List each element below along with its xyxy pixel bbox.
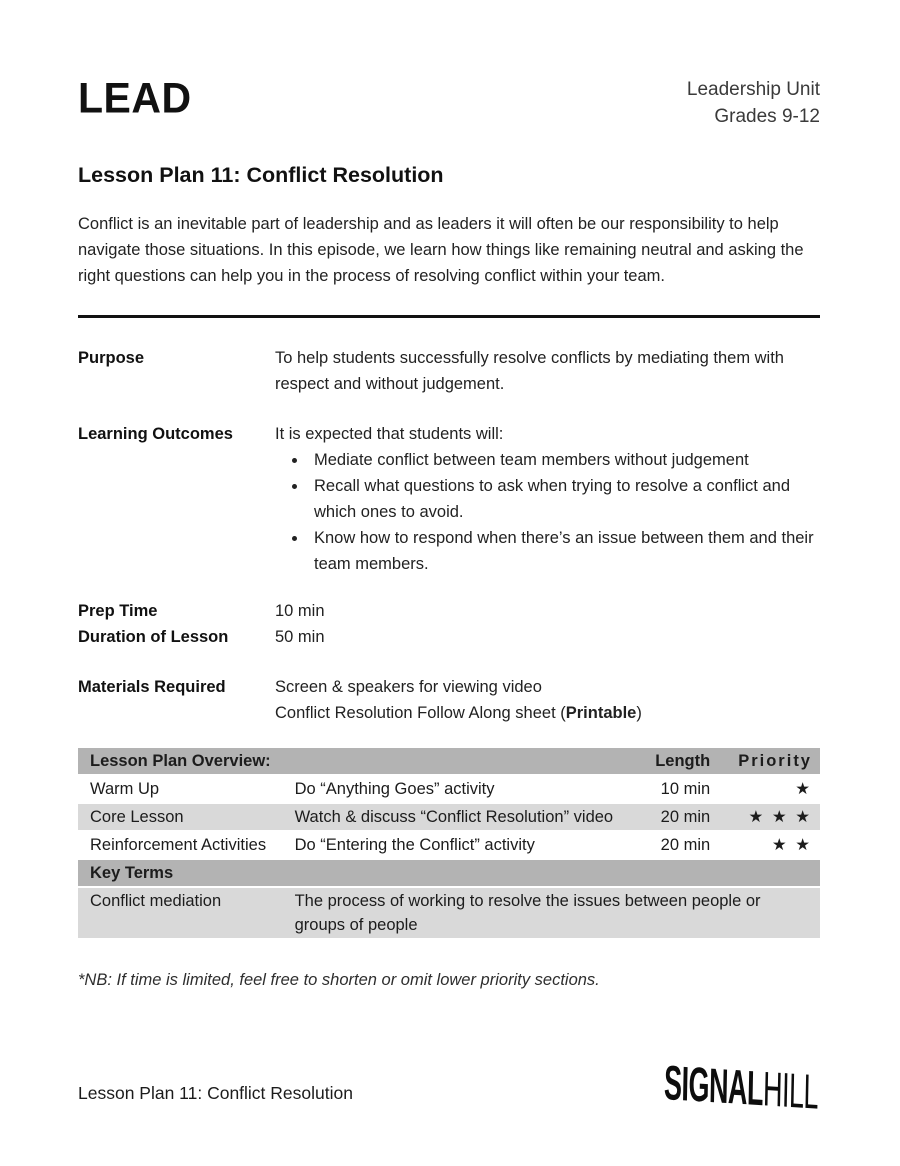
learning-outcomes-row (78, 421, 820, 577)
materials-label: Materials Required (78, 678, 226, 696)
activity-cell: Reinforcement Activities (90, 836, 267, 854)
duration-row (78, 624, 820, 650)
duration-label: Duration of Lesson (78, 628, 229, 646)
outcome-item: • Mediate conflict between team members without judgement (308, 447, 820, 473)
outcome-item: • Know how to respond when there’s an issue between them and their team members. (308, 525, 820, 577)
activity-cell: Core Lesson (90, 808, 184, 826)
prep-time-row (78, 598, 820, 624)
priority-note: *NB: If time is limited, feel free to shorten or omit lower priority sections. (78, 971, 600, 989)
logo-signal: SIGNAL (663, 1055, 764, 1117)
length-cell: 20 min (660, 836, 711, 854)
page-title: Lesson Plan 11: Conflict Resolution (78, 163, 444, 187)
materials-line2 (275, 700, 642, 726)
details-section (78, 345, 820, 726)
table-row (78, 831, 820, 859)
priority-stars: ★ ★ ★ (748, 808, 812, 826)
document-header (78, 0, 820, 130)
unit-info (687, 74, 820, 130)
materials-line2-post: ) (636, 704, 642, 722)
section-divider (78, 315, 820, 318)
logo-hill: HILL (762, 1062, 819, 1120)
prep-time-label: Prep Time (78, 602, 158, 620)
outcomes-intro: It is expected that students will: (275, 425, 504, 443)
outcome-item: • Recall what questions to ask when trying to resolve a conflict and which ones to avoid. (308, 473, 820, 525)
outcomes-list (275, 447, 820, 577)
table-row (78, 803, 820, 831)
materials-line2-pre: Conflict Resolution Follow Along sheet ( (275, 704, 566, 722)
duration-value: 50 min (275, 628, 325, 646)
lead-logo: LEAD (78, 74, 192, 122)
intro-paragraph: Conflict is an inevitable part of leadership and as leaders it will often be our responsibility to help navigate those situations. In this episode, we learn how things like remaining neutral and asking the right questions can help you in the process of resolving conflict within your team. (78, 215, 804, 285)
purpose-label: Purpose (78, 349, 145, 367)
description-cell: Do “Anything Goes” activity (294, 780, 495, 798)
materials-line2-printable: Printable (565, 704, 637, 722)
key-terms-header: Key Terms (90, 864, 174, 882)
length-column-header: Length (655, 752, 711, 770)
prep-time-value: 10 min (275, 602, 325, 620)
unit-name: Leadership Unit (686, 79, 820, 100)
signalhill-logo (663, 1056, 820, 1122)
priority-stars: ★ (795, 780, 812, 798)
learning-outcomes-content (275, 421, 820, 577)
priority-column-header: Priority (738, 752, 812, 770)
term-cell: Conflict mediation (90, 892, 222, 910)
purpose-row (78, 345, 820, 397)
materials-content (275, 674, 642, 726)
purpose-text: To help students successfully resolve conflicts by mediating them with respect and without judgement. (275, 349, 784, 393)
key-terms-header-row (78, 859, 820, 887)
overview-header-row (78, 748, 820, 775)
priority-stars: ★ ★ (771, 836, 812, 854)
description-cell: Watch & discuss “Conflict Resolution” video (294, 808, 614, 826)
unit-grades: Grades 9-12 (714, 106, 820, 127)
definition-cell: The process of working to resolve the issues between people or groups of people (294, 892, 761, 934)
description-cell: Do “Entering the Conflict” activity (294, 836, 535, 854)
length-cell: 10 min (660, 780, 711, 798)
activity-cell: Warm Up (90, 780, 160, 798)
document-footer (78, 1055, 820, 1120)
length-cell: 20 min (660, 808, 711, 826)
materials-row (78, 674, 820, 726)
footer-title: Lesson Plan 11: Conflict Resolution (78, 1083, 353, 1103)
learning-outcomes-label: Learning Outcomes (78, 425, 233, 443)
lesson-plan-overview-table (78, 748, 820, 940)
overview-header-title: Lesson Plan Overview: (90, 752, 271, 770)
materials-line1: Screen & speakers for viewing video (275, 678, 542, 696)
table-row (78, 775, 820, 803)
key-term-row (78, 887, 820, 939)
